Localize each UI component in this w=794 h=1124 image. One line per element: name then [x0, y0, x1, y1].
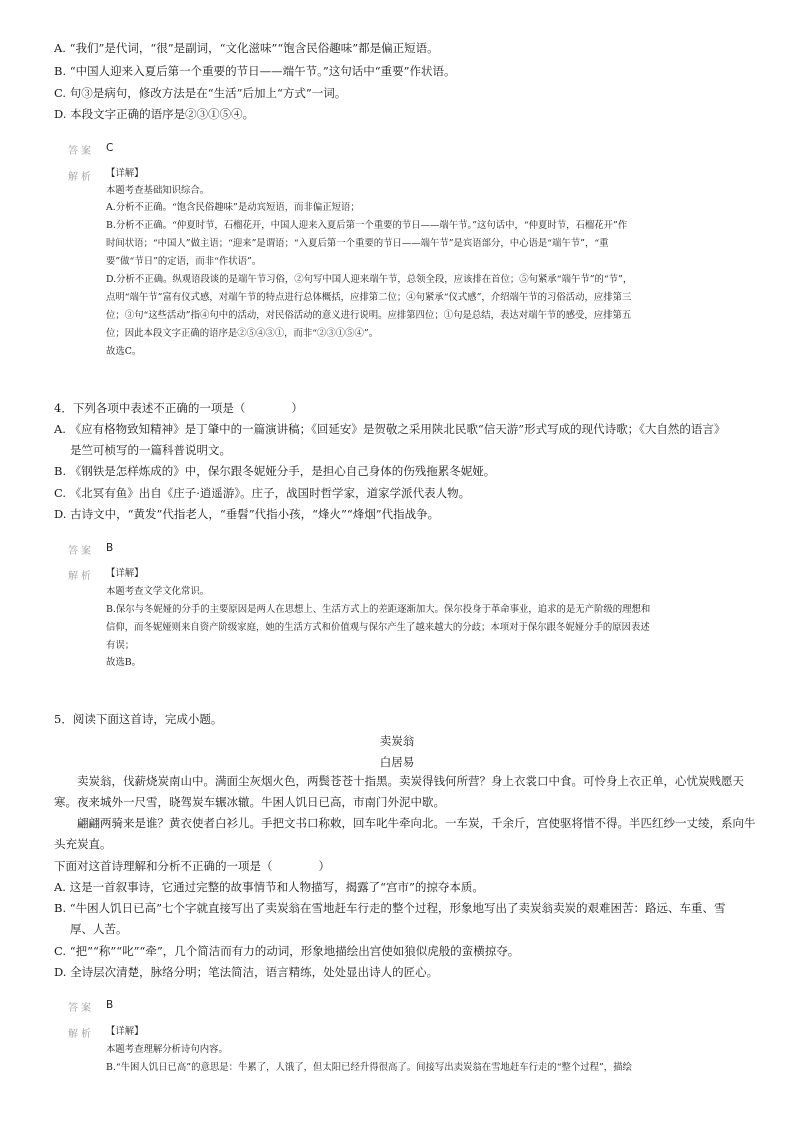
q5-answer-label: 答案	[68, 1003, 94, 1014]
q3-answer-value: C	[106, 142, 114, 154]
q5-option-a: A. 这是一首叙事诗，它通过完整的故事情节和人物描写，揭露了“宫市”的掠夺本质。	[54, 880, 484, 894]
q5-analysis-line: 本题考查理解分析诗句内容。	[106, 1044, 228, 1055]
q4-answer-value: B	[106, 542, 114, 554]
poem-title: 卖炭翁	[379, 734, 415, 748]
q3-analysis-line: 时间状语；“中国人”做主语；“迎来”是谓语；“入夏后第一个重要的节日——端午节”是宾语部分，中心语是“端午节”，“重	[106, 238, 609, 249]
poem-author: 白居易	[379, 755, 415, 769]
poem-line: 卖炭翁，伐薪烧炭南山中。满面尘灰烟火色，两鬓苍苍十指黑。卖炭得钱何所营？身上衣裳口中食。可怜身上衣正单，心忧炭贱愿天	[54, 774, 744, 788]
q4-analysis-line: 本题考查文学文化常识。	[106, 586, 210, 597]
q3-analysis-line: 位；因此本段文字正确的语序是②⑤④③①，而非“②③①⑤④”。	[106, 328, 379, 339]
q5-sub-stem: 下面对这首诗理解和分析不正确的一项是（ ）	[54, 859, 330, 873]
q4-analysis-line: 有误；	[106, 640, 135, 651]
q5-option-d: D. 全诗层次清楚，脉络分明；笔法简洁，语言精练，处处显出诗人的匠心。	[54, 965, 439, 979]
q3-analysis-line: 本题考查基础知识综合。	[106, 185, 210, 196]
q4-analysis-line: 故选B。	[106, 657, 142, 668]
q4-analysis-label: 解析	[68, 571, 94, 582]
poem-line: 寒。夜来城外一尺雪，晓驾炭车辗冰辙。牛困人饥日已高，市南门外泥中歇。	[54, 795, 445, 809]
q3-analysis-line: 位；③句“这些活动”指④句中的活动，对民俗活动的意义进行说明。应排第四位；①句是总结，表达对端午节的感受，应排第五	[106, 310, 632, 321]
q4-analysis-line: 信仰，而冬妮娅则来自资产阶级家庭，她的生活方式和价值观与保尔产生了越来越大的分歧；本项对于保尔跟冬妮娅分手的原因表述	[106, 622, 650, 633]
q3-option-d: D. 本段文字正确的语序是②③①⑤④。	[54, 107, 255, 121]
q5-option-b-cont: 厚、人苦。	[70, 922, 128, 936]
q4-option-a-cont: 是竺可桢写的一篇科普说明文。	[70, 443, 231, 457]
q3-answer-label: 答案	[68, 146, 94, 157]
q3-analysis-label: 解析	[68, 172, 94, 183]
q4-analysis-line: 【详解】	[106, 568, 144, 579]
q3-analysis-line: 要”做“节日”的定语，而非“作状语”。	[106, 256, 262, 267]
q3-option-a: A. “我们”是代词，“很”是副词，“文化滋味”“饱含民俗趣味”都是偏正短语。	[54, 41, 439, 55]
q3-option-c: C. 句③是病句，修改方法是在“生活”后加上“方式”一词。	[54, 86, 347, 100]
q4-answer-label: 答案	[68, 546, 94, 557]
q4-option-b: B. 《钢铁是怎样炼成的》中，保尔跟冬妮娅分手，是担心自己身体的伤残拖累冬妮娅。	[54, 464, 496, 478]
q4-analysis-line: B.保尔与冬妮娅的分手的主要原因是两人在思想上、生活方式上的差距逐渐加大。保尔投身于革命事业，追求的是无产阶级的理想和	[106, 604, 651, 615]
q3-analysis-line: A.分析不正确。“饱含民俗趣味”是动宾短语，而非偏正短语；	[106, 202, 360, 213]
q5-analysis-label: 解析	[68, 1029, 94, 1040]
q3-analysis-line: B.分析不正确。“仲夏时节，石榴花开，中国人迎来入夏后第一个重要的节日——端午节。”这句话中，“仲夏时节，石榴花开”作	[106, 220, 628, 231]
q4-stem: 4．下列各项中表述不正确的一项是（ ）	[54, 401, 303, 415]
q3-analysis-line: 故选C。	[106, 346, 142, 357]
q4-option-d: D. 古诗文中，“黄发”代指老人，“垂髫”代指小孩，“烽火”“烽烟”代指战争。	[54, 507, 440, 521]
q5-stem: 5．阅读下面这首诗，完成小题。	[54, 712, 223, 726]
q3-analysis-line: 点明“端午节”富有仪式感，对端午节的特点进行总体概括，应排第二位；④句紧承“仪式感”，介绍端午节的习俗活动，应排第三	[106, 292, 632, 303]
poem-line: 翩翩两骑来是谁？黄衣使者白衫儿。手把文书口称敕，回车叱牛牵向北。一车炭，千余斤，宫使驱将惜不得。半匹红纱一丈绫，系向牛	[54, 816, 756, 830]
q4-option-c: C. 《北冥有鱼》出自《庄子·逍遥游》。庄子，战国时哲学家，道家学派代表人物。	[54, 486, 471, 500]
q3-analysis-line: 【详解】	[106, 168, 144, 179]
q5-option-c: C. “把”“称”“叱”“牵”，几个简洁而有力的动词，形象地描绘出宫使如狼似虎般的蛮横掠夺。	[54, 944, 520, 958]
q3-option-b: B. “中国人迎来入夏后第一个重要的节日——端午节。”这句话中“重要”作状语。	[54, 64, 456, 78]
q5-answer-value: B	[106, 999, 114, 1011]
q5-option-b: B. “牛困人饥日已高”七个字就直接写出了卖炭翁在雪地赶车行走的整个过程，形象地写出了卖炭翁卖炭的艰难困苦：路远、车重、雪	[54, 901, 726, 915]
q5-analysis-line: 【详解】	[106, 1026, 144, 1037]
poem-line: 头充炭直。	[54, 837, 112, 851]
q4-option-a: A. 《应有格物致知精神》是丁肇中的一篇演讲稿；《回延安》是贺敬之采用陕北民歌“信天游”形式写成的现代诗歌；《大自然的语言》	[54, 422, 726, 436]
q3-analysis-line: D.分析不正确。纵观语段谈的是端午节习俗，②句写中国人迎来端午节，总领全段，应该排在首位；⑤句紧承“端午节”的“节”，	[106, 274, 633, 285]
q5-analysis-line: B.“牛困人饥日已高”的意思是：牛累了，人饿了，但太阳已经升得很高了。间接写出卖炭翁在雪地赶车行走的“整个过程”，描绘	[106, 1062, 632, 1073]
